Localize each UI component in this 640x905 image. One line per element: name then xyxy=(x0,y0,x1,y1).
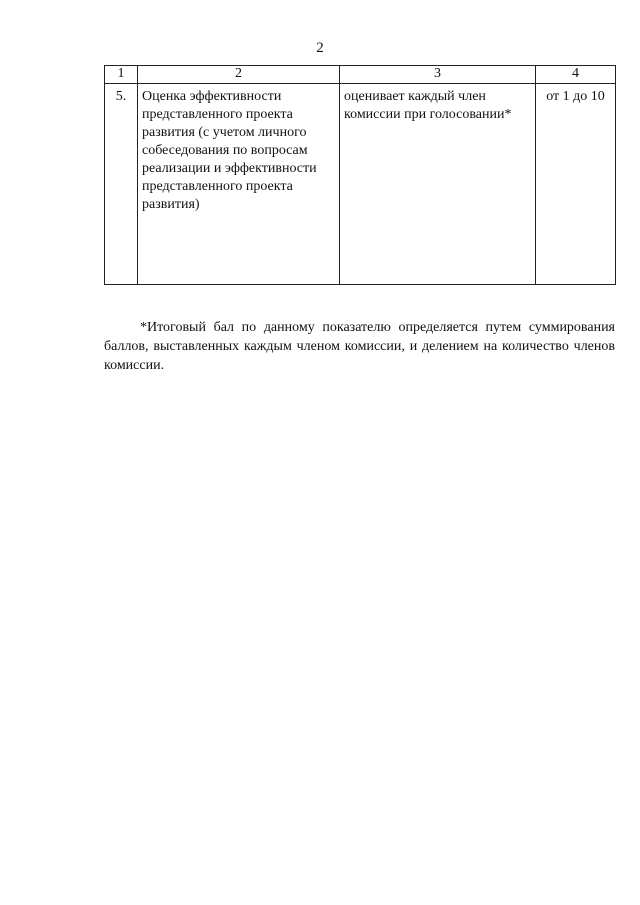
row-number-cell: 5. xyxy=(105,84,138,285)
page-number: 2 xyxy=(316,40,324,56)
table-row xyxy=(105,84,616,285)
column-header-3: 3 xyxy=(340,66,536,84)
table-header-row xyxy=(105,66,616,84)
criteria-table xyxy=(104,65,616,285)
criterion-cell: Оценка эффективности представленного проекта развития (с учетом личного собеседования по вопросам реализации и эффективности представленного проекта развития) xyxy=(138,84,340,285)
column-header-1: 1 xyxy=(105,66,138,84)
column-header-2: 2 xyxy=(138,66,340,84)
footnote: *Итоговый бал по данному показателю определяется путем суммирования баллов, выставленных каждым членом комиссии, и делением на количество членов комиссии. xyxy=(104,320,615,373)
score-range-cell: от 1 до 10 xyxy=(536,84,616,285)
column-header-4: 4 xyxy=(536,66,616,84)
evaluation-method-cell: оценивает каждый член комиссии при голосовании* xyxy=(340,84,536,285)
